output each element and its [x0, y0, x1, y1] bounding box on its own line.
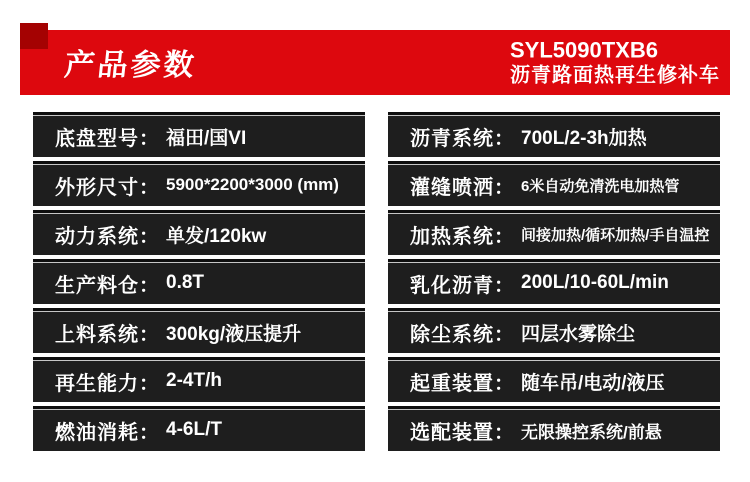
spec-value: 福田/国VI	[166, 127, 247, 149]
spec-row	[388, 161, 720, 206]
spec-label: 底盘型号：	[55, 127, 160, 150]
spec-column-right	[388, 112, 720, 455]
spec-row	[33, 357, 365, 402]
spec-value: 无限操控系统/前悬	[521, 422, 662, 442]
spec-label: 再生能力：	[55, 372, 160, 395]
spec-label: 加热系统：	[410, 225, 515, 248]
spec-row	[33, 406, 365, 451]
spec-value: 700L/2-3h加热	[521, 127, 647, 149]
spec-label: 乳化沥青：	[410, 274, 515, 297]
spec-row	[33, 161, 365, 206]
spec-row	[388, 259, 720, 304]
model-number: SYL5090TXB6	[510, 37, 658, 62]
spec-row	[33, 308, 365, 353]
spec-row	[388, 406, 720, 451]
spec-label: 起重装置：	[410, 372, 515, 395]
header-model-block	[510, 37, 720, 88]
banner-corner-accent	[20, 23, 48, 49]
spec-row	[388, 357, 720, 402]
spec-label: 选配装置：	[410, 421, 515, 444]
spec-label: 灌缝喷洒：	[410, 176, 515, 199]
header-banner	[20, 30, 730, 95]
spec-row	[33, 259, 365, 304]
spec-value: 5900*2200*3000 (mm)	[166, 175, 339, 194]
spec-value: 4-6L/T	[166, 419, 222, 440]
spec-row	[388, 210, 720, 255]
spec-column-left	[33, 112, 365, 455]
spec-label: 生产料仓：	[55, 274, 160, 297]
spec-row	[388, 112, 720, 157]
spec-value: 300kg/液压提升	[166, 323, 302, 345]
product-name: 沥青路面热再生修补车	[510, 64, 720, 86]
spec-label: 上料系统：	[55, 323, 160, 346]
spec-label: 动力系统：	[55, 225, 160, 248]
spec-row	[33, 210, 365, 255]
spec-value: 随车吊/电动/液压	[521, 372, 665, 394]
spec-table	[33, 112, 720, 455]
spec-value: 2-4T/h	[166, 370, 222, 391]
spec-value: 6米自动免清洗电加热管	[521, 177, 680, 195]
spec-value: 四层水雾除尘	[521, 323, 636, 345]
spec-label: 燃油消耗：	[55, 421, 160, 444]
spec-row	[33, 112, 365, 157]
page-title: 产品参数	[62, 48, 199, 82]
spec-row	[388, 308, 720, 353]
spec-value: 单发/120kw	[166, 225, 267, 247]
spec-value: 200L/10-60L/min	[521, 272, 669, 293]
spec-value: 间接加热/循环加热/手自温控	[521, 226, 710, 244]
spec-label: 外形尺寸：	[55, 176, 160, 199]
spec-label: 沥青系统：	[410, 127, 515, 150]
spec-value: 0.8T	[166, 272, 205, 293]
spec-label: 除尘系统：	[410, 323, 515, 346]
